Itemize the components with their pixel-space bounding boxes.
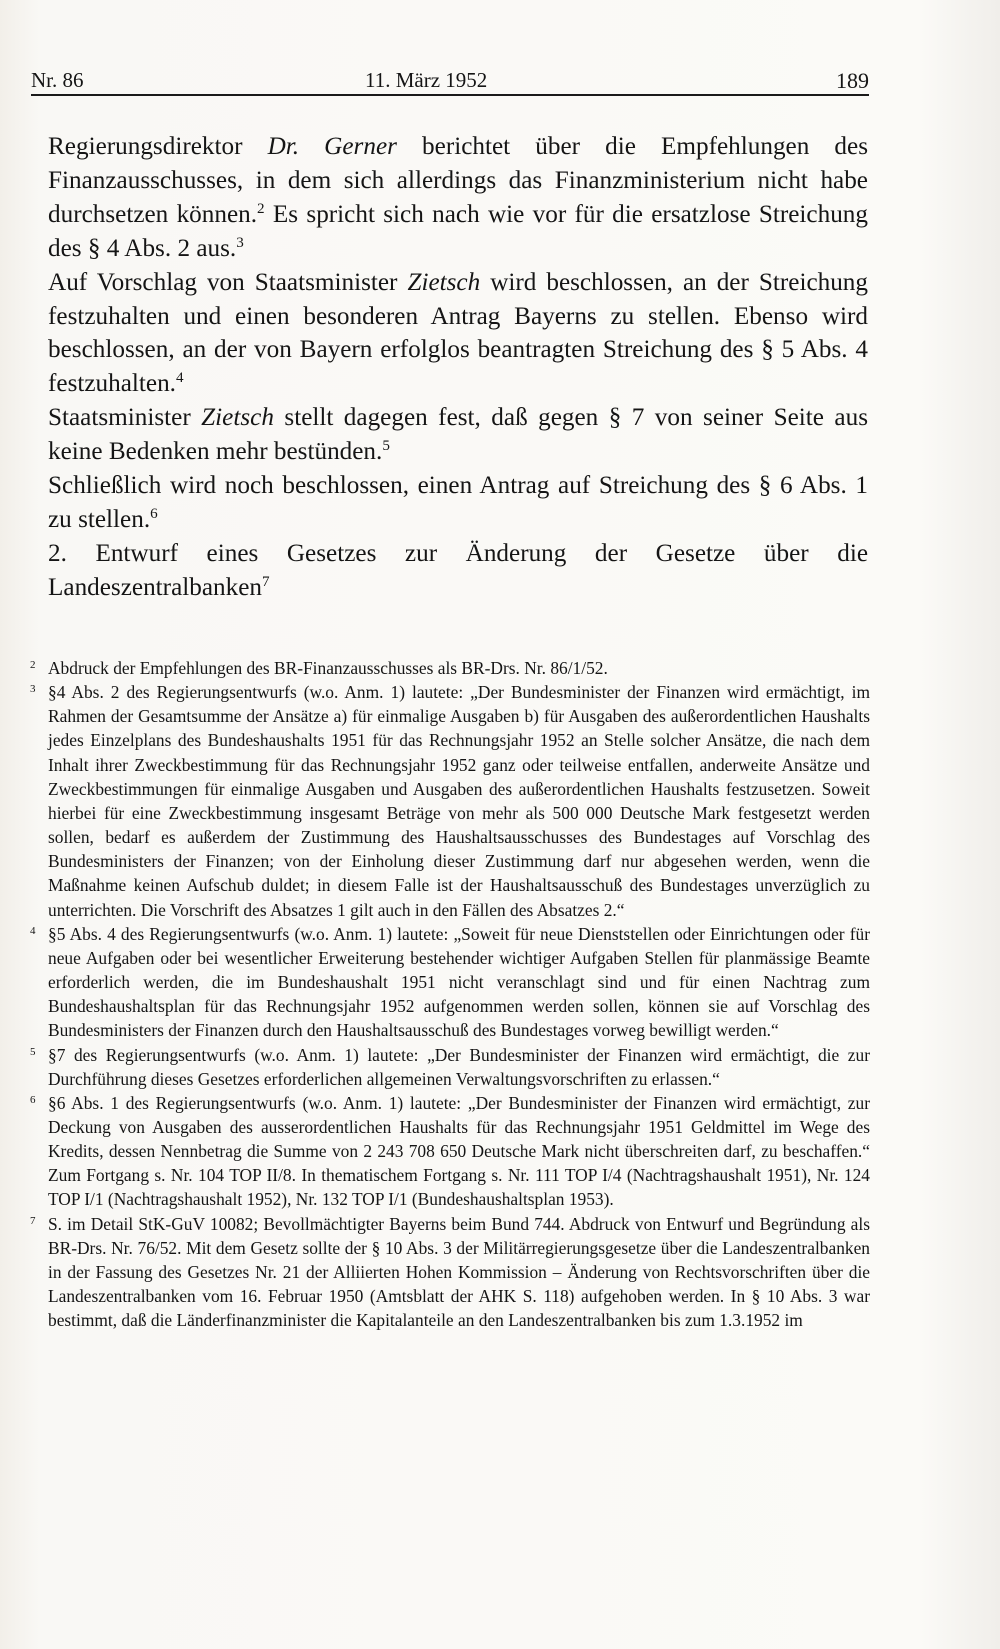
footnote-ref: 2 <box>257 200 265 217</box>
agenda-item-heading: 2. Entwurf eines Gesetzes zur Änderung der Gesetze über die Landeszentralbanken$^7$ <box>48 539 868 601</box>
person-name: Zietsch <box>201 404 274 432</box>
footnote-ref: 5 <box>382 438 390 455</box>
footnote: 6 §6 Abs. 1 des Regierungsentwurfs (w.o. Anm. 1) lautete: „Der Bundesminister der Finanzen wird ermächtigt, zur Deckung von Ausgaben des ausserordentlichen Haushalts für das Rechnungsjahr 1951 Geldmittel im Wege des Kredits, dessen Nennbetrag die Summe von 2 243 708 650 Deutsche Mark nicht überschreiten darf, zu beschaffen.“ Zum Fortgang s. Nr. 104 TOP II/8. In thematischem Fortgang s. Nr. 111 TOP I/4 (Nachtragshaushalt 1951), Nr. 124 TOP I/1 (Nachtragshaushalt 1952), Nr. 132 TOP I/1 (Bundeshaushaltsplan 1953). <box>28 1091 870 1212</box>
page-number: 189 <box>836 68 869 93</box>
paragraph-zietsch-statement: Staatsminister Zietsch stellt dagegen fest, daß gegen § 7 von seiner Seite aus keine Bedenken mehr bestünden.$^5$ <box>48 404 868 466</box>
paragraph-final-decision: Schließlich wird noch beschlossen, einen Antrag auf Streichung des § 6 Abs. 1 zu stellen.$^6$ <box>48 472 868 533</box>
footnote: 5 §7 des Regierungsentwurfs (w.o. Anm. 1) lautete: „Der Bundesminister der Finanzen wird ermächtigt, die zur Durchführung dieses Gesetzes erforderlichen allgemeinen Verwaltungsvorschriften zu erlassen.“ <box>28 1043 870 1091</box>
footnote-number: 2 <box>30 659 36 671</box>
main-text <box>48 130 868 605</box>
footnote: 4 §5 Abs. 4 des Regierungsentwurfs (w.o. Anm. 1) lautete: „Soweit für neue Dienststellen oder Einrichtungen oder für neue Aufgaben oder bei wesentlicher Erweiterung bestehender wichtiger Aufgaben Stellen für planmässige Beamte erforderlich werden, die im Bundeshaushalt 1951 nicht veranschlagt sind und für einen Nachtrag zum Bundeshaushaltsplan für das Rechnungsjahr 1952 aufgenommen werden sollen, können sie auf Vorschlag des Bundesministers der Finanzen durch den Haushaltsausschuß des Bundestages vorweg bewilligt werden.“ <box>28 922 870 1043</box>
footnote-number: 6 <box>30 1093 36 1106</box>
person-name: Zietsch <box>407 268 481 296</box>
running-header <box>31 60 869 96</box>
paragraph-zietsch-proposal: Auf Vorschlag von Staatsminister Zietsch wird beschlossen, an der Streichung festzuhalten und einen besonderen Antrag Bayerns zu stellen. Ebenso wird beschlossen, an der von Bayern erfolglos beantragten Streichung des § 5 Abs. 4 festzuhalten.$^4$ <box>48 268 868 398</box>
footnote-number: 3 <box>30 683 36 696</box>
footnotes <box>28 656 870 1332</box>
footnote: 7 S. im Detail StK-GuV 10082; Bevollmächtigter Bayerns beim Bund 744. Abdruck von Entwurf und Begründung als BR-Drs. Nr. 76/52. Mit dem Gesetz sollte der § 10 Abs. 3 der Militärregierungsgesetze über die Landeszentralbanken in der Fassung des Gesetzes Nr. 21 der Alliierten Hohen Kommission – Änderung von Rechtsvorschriften über die Landeszentralbanken vom 16. Februar 1950 (Amtsblatt der AHK S. 118) aufgehoben werden. In § 10 Abs. 3 war bestimmt, daß die Länderfinanzminister die Kapitalanteile an den Landeszentralbanken bis zum 1.3.1952 im <box>28 1212 870 1333</box>
footnote-number: 4 <box>30 924 36 937</box>
footnote-ref: 3 <box>236 234 244 251</box>
footnote: 2 Abdruck der Empfehlungen des BR-Finanzausschusses als BR-Drs. Nr. 86/1/52. <box>28 656 870 680</box>
footnote-ref: 6 <box>150 505 158 522</box>
footnote-number: 5 <box>30 1045 36 1058</box>
person-name: Dr. Gerner <box>267 133 397 160</box>
footnote-ref: 4 <box>175 370 184 387</box>
session-date: 11. März 1952 <box>365 68 488 92</box>
document-number: Nr. 86 <box>31 68 84 92</box>
paragraph-gerner-report: Regierungsdirektor Dr. Gerner berichtet über die Empfehlungen des Finanzausschusses, in dem sich allerdings das Finanzministerium nicht habe durchsetzen können.$^2$ Es spricht sich nach wie vor für die ersatzlose Streichung des § 4 Abs. 2 aus.$^3$ <box>48 133 868 262</box>
footnote-number: 7 <box>30 1214 36 1227</box>
footnote-ref: 7 <box>261 573 270 590</box>
footnote: 3 §4 Abs. 2 des Regierungsentwurfs (w.o. Anm. 1) lautete: „Der Bundesminister der Finanzen wird ermächtigt, im Rahmen der Gesamtsumme der Ansätze a) für einmalige Ausgaben b) für Ausgaben des außerordentlichen Haushalts jedes Einzelplans des Bundeshaushalts 1951 für das Rechnungsjahr 1952 an Stelle solcher Ansätze, die nach dem Inhalt ihrer Zweckbestimmung für das Rechnungsjahr 1952 ganz oder teilweise entfallen, anderweite Ansätze und Zweckbestimmungen für einmalige Ausgaben und Ausgaben des außerordentlichen Haushalts festzusetzen. Soweit hierbei für eine Zweckbestimmung insgesamt Beträge von mehr als 500 000 Deutsche Mark festgesetzt werden sollen, bedarf es außerdem der Zustimmung des Haushaltsausschusses des Bundestages auf Vorschlag des Bundesministers der Finanzen; von der Einholung dieser Zustimmung darf nur abgesehen werden, wenn die Maßnahme keinen Aufschub duldet; in diesem Falle ist der Haushaltsausschuß des Bundestages unverzüglich zu unterrichten. Die Vorschrift des Absatzes 1 gilt auch in den Fällen des Absatzes 2.“ <box>28 680 870 922</box>
